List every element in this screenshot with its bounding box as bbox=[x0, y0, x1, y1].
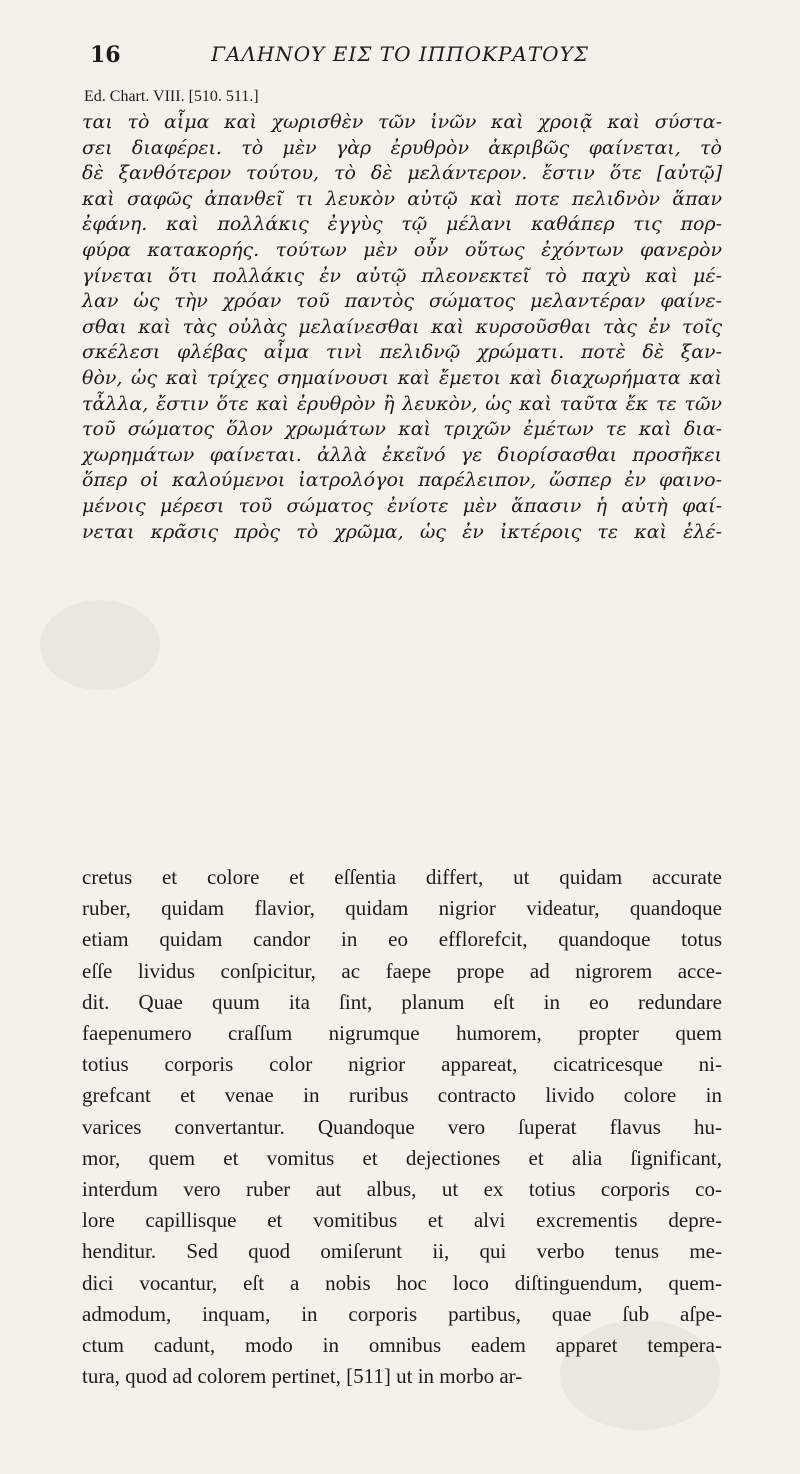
latin-line: faepenumero craſſum nigrumque humorem, propter quem bbox=[82, 1021, 722, 1046]
greek-line: τοῦ σώματος ὅλον χρωμάτων καὶ τριχῶν ἐμέτων τε καὶ δια- bbox=[82, 418, 722, 441]
paper-stain bbox=[40, 600, 160, 690]
latin-line: etiam quidam candor in eo efflorefcit, quandoque totus bbox=[82, 927, 722, 952]
latin-line: cretus et colore et eſſentia differt, ut quidam accurate bbox=[82, 865, 722, 889]
page-number: 16 bbox=[90, 42, 121, 68]
greek-line: θὸν, ὡς καὶ τρίχες σημαίνουσι καὶ ἔμετοι καὶ διαχωρήματα καὶ bbox=[82, 366, 722, 389]
greek-line: φύρα κατακορής. τούτων μὲν οὖν οὕτως ἐχόντων φανερὸν bbox=[82, 238, 722, 261]
edition-reference: Ed. Chart. VIII. [510. 511.] bbox=[84, 88, 259, 105]
greek-line: ὅπερ οἱ καλούμενοι ἰατρολόγοι παρέλειπον, ὥσπερ ἐν φαινο- bbox=[82, 469, 722, 492]
latin-line: ruber, quidam flavior, quidam nigrior videatur, quandoque bbox=[82, 896, 722, 921]
greek-line: δὲ ξανθότερον τούτου, τὸ δὲ μελάντερον. ἔστιν ὅτε [αὐτῷ] bbox=[82, 162, 722, 185]
greek-line: καὶ σαφῶς ἀπανθεῖ τι λευκὸν αὐτῷ καὶ ποτε πελιδνὸν ἅπαν bbox=[82, 187, 722, 210]
latin-line: interdum vero ruber aut albus, ut ex totius corporis co- bbox=[82, 1177, 722, 1202]
running-head bbox=[90, 42, 710, 82]
running-head-title: ΓΑΛΗΝΟΥ ΕΙΣ ΤΟ ΙΠΠΟΚΡΑΤΟΥΣ bbox=[211, 42, 589, 66]
latin-line: ctum cadunt, modo in omnibus eadem apparet tempera- bbox=[82, 1333, 722, 1358]
greek-line: ται τὸ αἷμα καὶ χωρισθὲν τῶν ἰνῶν καὶ χροιᾷ καὶ σύστα- bbox=[82, 111, 722, 133]
greek-line: τἆλλα, ἔστιν ὅτε καὶ ἐρυθρὸν ἢ λευκὸν, ὡς καὶ ταῦτα ἔκ τε τῶν bbox=[82, 392, 722, 415]
greek-line: σκέλεσι φλέβας αἷμα τινὶ πελιδνῷ χρώματι. ποτὲ δὲ ξαν- bbox=[82, 341, 722, 364]
latin-line: lore capillisque et vomitibus et alvi excrementis depre- bbox=[82, 1208, 722, 1233]
latin-text-block bbox=[82, 862, 722, 1392]
greek-line: σθαι καὶ τὰς οὐλὰς μελαίνεσθαι καὶ κυρσοῦσθαι τὰς ἐν τοῖς bbox=[82, 315, 722, 338]
greek-line: χωρημάτων φαίνεται. ἀλλὰ ἐκεῖνό γε διορίσασθαι προσῆκει bbox=[82, 443, 722, 466]
latin-line: totius corporis color nigrior appareat, cicatricesque ni- bbox=[82, 1052, 722, 1077]
latin-line: eſſe lividus conſpicitur, ac faepe prope ad nigrorem acce- bbox=[82, 958, 722, 983]
greek-line: γίνεται ὅτι πολλάκις ἐν αὐτῷ πλεονεκτεῖ τὸ παχὺ καὶ μέ- bbox=[82, 264, 722, 287]
latin-line: tura, quod ad colorem pertinet, [511] ut in morbo ar- bbox=[82, 1364, 523, 1389]
greek-text-block bbox=[82, 110, 722, 545]
greek-line: λαν ὡς τὴν χρόαν τοῦ παντὸς σώματος μελαντέραν φαίνε- bbox=[82, 290, 722, 313]
latin-line: henditur. Sed quod omiſerunt ii, qui verbo tenus me- bbox=[82, 1239, 722, 1264]
greek-line: μένοις μέρεσι τοῦ σώματος ἐνίοτε μὲν ἅπασιν ἡ αὐτὴ φαί- bbox=[82, 494, 722, 517]
greek-line: σει διαφέρει. τὸ μὲν γὰρ ἐρυθρὸν ἀκριβῶς φαίνεται, τὸ bbox=[82, 136, 722, 159]
greek-line: ἐφάνη. καὶ πολλάκις ἐγγὺς τῷ μέλανι καθάπερ τις πορ- bbox=[82, 213, 722, 236]
latin-line: dit. Quae quum ita ſint, planum eſt in eo redundare bbox=[82, 989, 722, 1014]
greek-line: νεται κρᾶσις πρὸς τὸ χρῶμα, ὡς ἐν ἰκτέροις τε καὶ ἐλέ- bbox=[82, 520, 722, 543]
latin-line: dici vocantur, eſt a nobis hoc loco diſtinguendum, quem- bbox=[82, 1270, 722, 1295]
latin-line: mor, quem et vomitus et dejectiones et alia ſignificant, bbox=[82, 1145, 722, 1170]
latin-line: admodum, inquam, in corporis partibus, quae ſub aſpe- bbox=[82, 1301, 722, 1326]
latin-line: varices convertantur. Quandoque vero ſuperat flavus hu- bbox=[82, 1114, 722, 1139]
latin-line: grefcant et venae in ruribus contracto livido colore in bbox=[82, 1083, 722, 1108]
